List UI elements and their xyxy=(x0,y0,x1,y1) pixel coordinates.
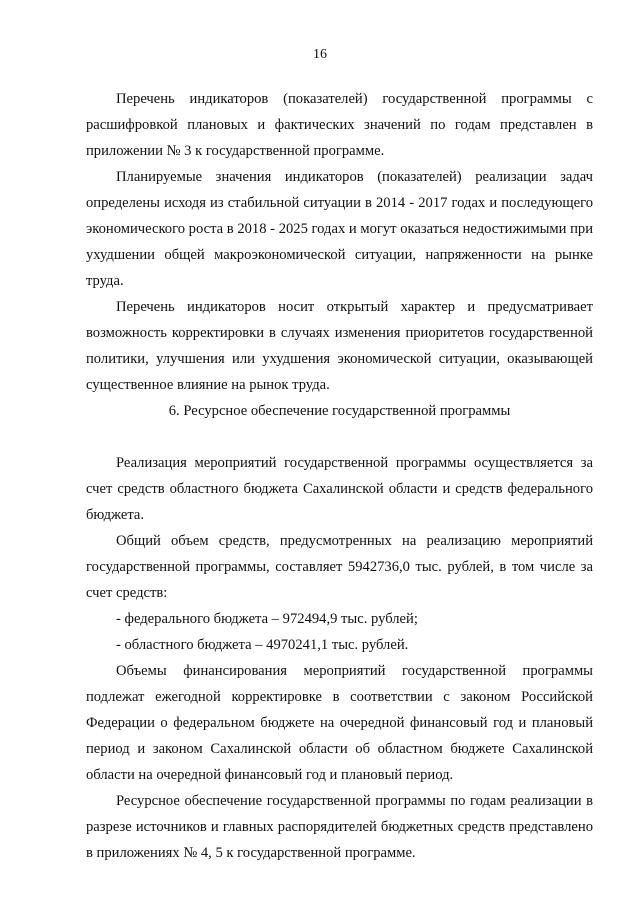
paragraph-planned-values: Планируемые значения индикаторов (показателей) реализации задач определены исходя из стабильной ситуации в 2014 - 2017 годах и последующего экономического роста в 2018 - 2025 годах и могут оказаться недостижимыми при ухудшении общей макроэкономической ситуации, напряженности на рынке труда. xyxy=(86,169,593,289)
list-item-federal-budget: - федерального бюджета – 972494,9 тыс. рублей; xyxy=(116,611,418,627)
section-heading: 6. Ресурсное обеспечение государственной программы xyxy=(168,403,511,419)
list-item-regional-budget: - областного бюджета – 4970241,1 тыс. рублей. xyxy=(116,637,409,653)
page-number: 16 xyxy=(313,47,327,62)
paragraph-total-volume: Общий объем средств, предусмотренных на реализацию мероприятий государственной программы, составляет 5942736,0 тыс. рублей, в том числе за счет средств: xyxy=(86,533,593,601)
paragraph-open-character: Перечень индикаторов носит открытый характер и предусматривает возможность корректировки в случаях изменения приоритетов государственной политики, улучшения или ухудшения экономической ситуации, оказывающей существенное влияние на рынок труда. xyxy=(86,299,593,393)
paragraph-indicators-list: Перечень индикаторов (показателей) государственной программы с расшифровкой плановых и фактических значений по годам представлен в приложении № 3 к государственной программе. xyxy=(86,91,593,159)
document-body xyxy=(86,86,593,866)
paragraph-resource-provision: Ресурсное обеспечение государственной программы по годам реализации в разрезе источников и главных распорядителей бюджетных средств представлено в приложениях № 4, 5 к государственной программе. xyxy=(86,793,593,861)
paragraph-financing-volumes: Объемы финансирования мероприятий государственной программы подлежат ежегодной корректировке в соответствии с законом Российской Федерации о федеральном бюджете на очередной финансовый год и плановый период и законом Сахалинской области об областном бюджете Сахалинской области на очередной финансовый год и плановый период. xyxy=(86,663,593,783)
paragraph-implementation: Реализация мероприятий государственной программы осуществляется за счет средств областного бюджета Сахалинской области и средств федерального бюджета. xyxy=(86,455,593,523)
